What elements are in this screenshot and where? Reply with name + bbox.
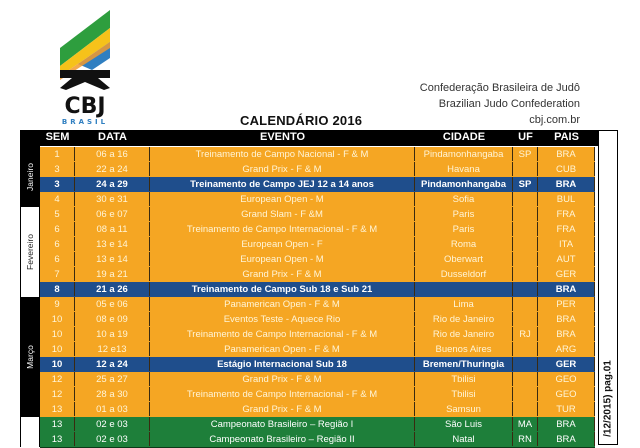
cell-data: 12 a 24 bbox=[75, 357, 150, 371]
cell-evento: Grand Prix - F & M bbox=[150, 402, 415, 416]
table-row bbox=[40, 327, 595, 343]
cell-uf bbox=[513, 402, 538, 416]
side-note-strip bbox=[598, 130, 618, 445]
table-row bbox=[40, 207, 595, 223]
table-row bbox=[40, 387, 595, 403]
col-sem: SEM bbox=[45, 131, 70, 143]
table-row bbox=[40, 147, 595, 163]
table-row bbox=[40, 192, 595, 208]
cell-cidade bbox=[415, 282, 513, 296]
cell-pais: BUL bbox=[538, 192, 595, 206]
cell-sem: 12 bbox=[40, 372, 75, 386]
cell-pais: GER bbox=[538, 267, 595, 281]
cell-sem: 1 bbox=[40, 147, 75, 161]
table-row bbox=[40, 252, 595, 268]
cell-evento: Eventos Teste - Aquece Rio bbox=[150, 312, 415, 326]
cell-data: 13 e 14 bbox=[75, 252, 150, 266]
cell-cidade: Oberwart bbox=[415, 252, 513, 266]
cell-evento: Treinamento de Campo Internacional - F & M bbox=[150, 387, 415, 401]
cell-cidade: Pindamonhangaba bbox=[415, 177, 513, 191]
cell-data: 06 a 16 bbox=[75, 147, 150, 161]
table-header bbox=[20, 130, 598, 146]
cell-pais: BRA bbox=[538, 177, 595, 191]
cell-cidade: Sofia bbox=[415, 192, 513, 206]
cell-cidade: Dusseldorf bbox=[415, 267, 513, 281]
side-note: /12/2015) pag.01 bbox=[602, 360, 614, 437]
org-info bbox=[420, 80, 580, 128]
cell-evento: Panamerican Open - F & M bbox=[150, 342, 415, 356]
cell-pais: GEO bbox=[538, 372, 595, 386]
cell-evento: Campeonato Brasileiro – Região II bbox=[150, 432, 415, 446]
cell-evento: Grand Prix - F & M bbox=[150, 162, 415, 176]
table-row bbox=[40, 222, 595, 238]
cell-pais: BRA bbox=[538, 417, 595, 431]
cell-pais: FRA bbox=[538, 222, 595, 236]
cell-data: 06 e 07 bbox=[75, 207, 150, 221]
cell-evento: Grand Slam - F &M bbox=[150, 207, 415, 221]
table-row bbox=[40, 177, 595, 193]
cell-uf bbox=[513, 372, 538, 386]
table-row bbox=[40, 297, 595, 313]
cell-cidade: Havana bbox=[415, 162, 513, 176]
cell-pais: ARG bbox=[538, 342, 595, 356]
cell-data: 24 a 29 bbox=[75, 177, 150, 191]
cell-evento: Treinamento de Campo Nacional - F & M bbox=[150, 147, 415, 161]
cell-uf bbox=[513, 312, 538, 326]
cell-data: 30 e 31 bbox=[75, 192, 150, 206]
cell-uf bbox=[513, 342, 538, 356]
cell-sem: 10 bbox=[40, 342, 75, 356]
cell-evento: Grand Prix - F & M bbox=[150, 372, 415, 386]
cell-data: 12 e13 bbox=[75, 342, 150, 356]
cell-pais: BRA bbox=[538, 312, 595, 326]
cell-sem: 3 bbox=[40, 162, 75, 176]
cell-data: 02 e 03 bbox=[75, 417, 150, 431]
month-text: Março bbox=[25, 345, 35, 369]
table-row bbox=[40, 417, 595, 433]
table-row bbox=[40, 357, 595, 373]
month-text: Janeiro bbox=[25, 163, 35, 191]
logo-subtext: BRASIL bbox=[61, 118, 109, 125]
cell-data: 10 a 19 bbox=[75, 327, 150, 341]
col-evento: EVENTO bbox=[259, 131, 306, 143]
cell-data: 13 e 14 bbox=[75, 237, 150, 251]
cell-cidade: Natal bbox=[415, 432, 513, 446]
cell-uf bbox=[513, 192, 538, 206]
cell-cidade: Bremen/Thuringia bbox=[415, 357, 513, 371]
cell-pais: GEO bbox=[538, 387, 595, 401]
cell-sem: 7 bbox=[40, 267, 75, 281]
cell-evento: Panamerican Open - F & M bbox=[150, 297, 415, 311]
cell-evento: Treinamento de Campo Internacional - F & M bbox=[150, 327, 415, 341]
table-row bbox=[40, 312, 595, 328]
cell-evento: Treinamento de Campo Internacional - F & M bbox=[150, 222, 415, 236]
cell-data: 08 e 09 bbox=[75, 312, 150, 326]
cell-cidade: Tbilisi bbox=[415, 372, 513, 386]
cell-cidade: Buenos Aires bbox=[415, 342, 513, 356]
calendar-title: CALENDÁRIO 2016 bbox=[240, 113, 363, 128]
month-label-março bbox=[20, 297, 40, 417]
cell-data: 05 e 06 bbox=[75, 297, 150, 311]
cell-cidade: Samsun bbox=[415, 402, 513, 416]
cell-evento: Treinamento de Campo Sub 18 e Sub 21 bbox=[150, 282, 415, 296]
cell-sem: 8 bbox=[40, 282, 75, 296]
cell-uf: SP bbox=[513, 177, 538, 191]
cell-data: 01 a 03 bbox=[75, 402, 150, 416]
cell-pais: AUT bbox=[538, 252, 595, 266]
cell-pais: BRA bbox=[538, 432, 595, 446]
cell-evento: Grand Prix - F & M bbox=[150, 267, 415, 281]
cell-cidade: Paris bbox=[415, 222, 513, 236]
month-label-fevereiro bbox=[20, 207, 40, 297]
table-row bbox=[40, 372, 595, 388]
cell-uf bbox=[513, 222, 538, 236]
cell-pais: BRA bbox=[538, 327, 595, 341]
cell-uf bbox=[513, 162, 538, 176]
cell-cidade: Lima bbox=[415, 297, 513, 311]
cell-data: 28 a 30 bbox=[75, 387, 150, 401]
cell-evento: European Open - M bbox=[150, 192, 415, 206]
cell-sem: 6 bbox=[40, 222, 75, 236]
logo-text: CBJ bbox=[64, 94, 106, 119]
cell-evento: European Open - F bbox=[150, 237, 415, 251]
table-row bbox=[40, 267, 595, 283]
cbj-logo bbox=[58, 10, 114, 125]
cell-data: 22 a 24 bbox=[75, 162, 150, 176]
table-row bbox=[40, 237, 595, 253]
cell-data: 19 a 21 bbox=[75, 267, 150, 281]
cell-cidade: Paris bbox=[415, 207, 513, 221]
cell-cidade: Rio de Janeiro bbox=[415, 327, 513, 341]
table-row bbox=[40, 282, 595, 298]
col-data: DATA bbox=[98, 131, 127, 143]
cell-cidade: São Luis bbox=[415, 417, 513, 431]
cell-pais: TUR bbox=[538, 402, 595, 416]
cell-cidade: Rio de Janeiro bbox=[415, 312, 513, 326]
table-row bbox=[40, 162, 595, 178]
cell-cidade: Pindamonhangaba bbox=[415, 147, 513, 161]
org-name-en: Brazilian Judo Confederation bbox=[438, 98, 580, 110]
cell-data: 08 a 11 bbox=[75, 222, 150, 236]
cell-sem: 12 bbox=[40, 387, 75, 401]
cell-sem: 6 bbox=[40, 237, 75, 251]
month-label-janeiro bbox=[20, 147, 40, 207]
cell-cidade: Tbilisi bbox=[415, 387, 513, 401]
cell-sem: 13 bbox=[40, 402, 75, 416]
month-label-blank bbox=[20, 417, 40, 447]
cell-uf bbox=[513, 357, 538, 371]
cell-evento: Treinamento de Campo JEJ 12 a 14 anos bbox=[150, 177, 415, 191]
cell-uf: RN bbox=[513, 432, 538, 446]
org-name-pt: Confederação Brasileira de Judô bbox=[419, 82, 580, 94]
cell-sem: 10 bbox=[40, 312, 75, 326]
cell-uf bbox=[513, 207, 538, 221]
cell-sem: 13 bbox=[40, 417, 75, 431]
cell-sem: 10 bbox=[40, 327, 75, 341]
cell-uf bbox=[513, 252, 538, 266]
cell-sem: 9 bbox=[40, 297, 75, 311]
col-uf: UF bbox=[518, 131, 533, 143]
col-pais: PAIS bbox=[554, 131, 579, 143]
cell-uf bbox=[513, 267, 538, 281]
cell-uf bbox=[513, 387, 538, 401]
cell-cidade: Roma bbox=[415, 237, 513, 251]
table-row bbox=[40, 432, 595, 448]
cell-pais: GER bbox=[538, 357, 595, 371]
cell-pais: FRA bbox=[538, 207, 595, 221]
table-row bbox=[40, 342, 595, 358]
cell-pais: BRA bbox=[538, 282, 595, 296]
cell-evento: Estágio Internacional Sub 18 bbox=[150, 357, 415, 371]
cell-sem: 3 bbox=[40, 177, 75, 191]
cell-data: 25 a 27 bbox=[75, 372, 150, 386]
cell-uf: MA bbox=[513, 417, 538, 431]
cell-evento: Campeonato Brasileiro – Região I bbox=[150, 417, 415, 431]
cell-sem: 6 bbox=[40, 252, 75, 266]
cell-sem: 5 bbox=[40, 207, 75, 221]
col-cidade: CIDADE bbox=[442, 131, 486, 143]
cell-sem: 13 bbox=[40, 432, 75, 446]
cell-pais: PER bbox=[538, 297, 595, 311]
cell-uf: RJ bbox=[513, 327, 538, 341]
cell-data: 02 e 03 bbox=[75, 432, 150, 446]
cell-uf: SP bbox=[513, 147, 538, 161]
website-link[interactable]: cbj.com.br bbox=[529, 114, 580, 126]
cell-pais: CUB bbox=[538, 162, 595, 176]
cell-uf bbox=[513, 237, 538, 251]
cell-pais: ITA bbox=[538, 237, 595, 251]
cell-uf bbox=[513, 282, 538, 296]
month-text: Fevereiro bbox=[25, 234, 35, 270]
cell-data: 21 a 26 bbox=[75, 282, 150, 296]
cell-uf bbox=[513, 297, 538, 311]
cell-evento: European Open - M bbox=[150, 252, 415, 266]
cell-sem: 4 bbox=[40, 192, 75, 206]
table-row bbox=[40, 402, 595, 418]
cell-pais: BRA bbox=[538, 147, 595, 161]
cell-sem: 10 bbox=[40, 357, 75, 371]
